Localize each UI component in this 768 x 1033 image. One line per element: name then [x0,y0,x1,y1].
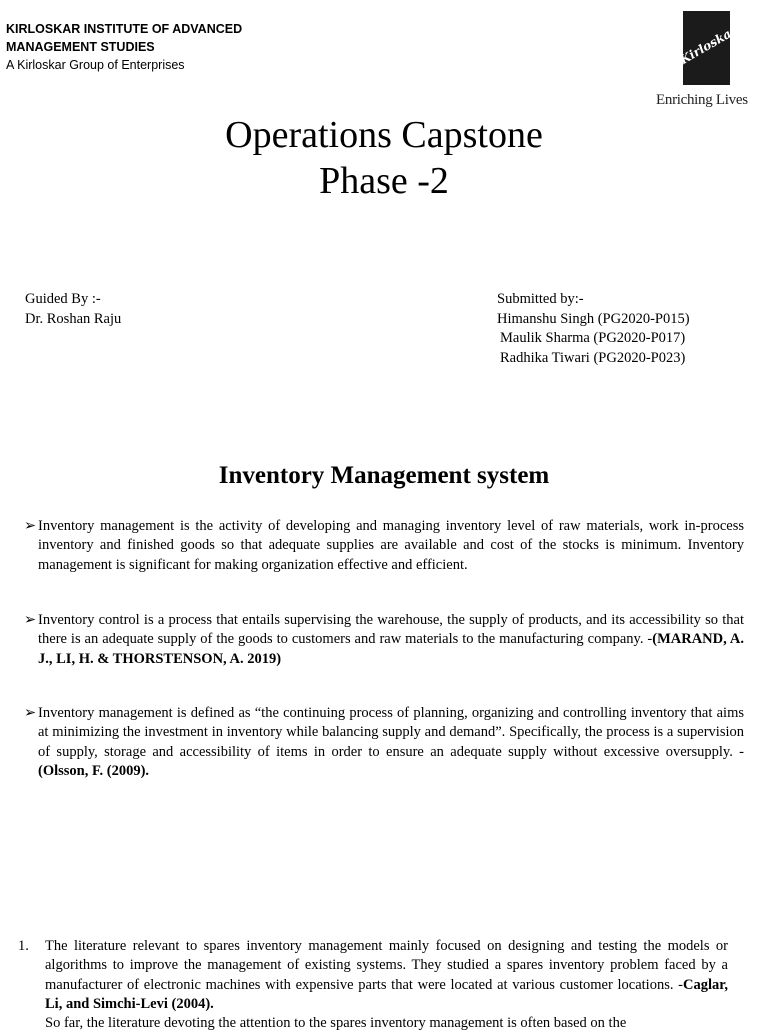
numbered-item-1 [18,937,728,1033]
item-number: 1. [18,938,29,954]
paragraph-text: Inventory control is a process that entails supervising the warehouse, the supply of products, and its accessibility so that there is an adequate supply of the goods to customers and raw materials to the manufacturing company. - [38,612,744,648]
bullet-paragraph-2 [24,611,744,669]
member-2: Maulik Sharma (PG2020-P017) [500,330,686,346]
numbered-citation: Caglar, Li, and Simchi-Levi (2004). [45,976,728,1012]
tagline: Enriching Lives [656,92,748,108]
citation: (Olsson, F. (2009). [38,762,150,779]
numbered-text: The literature relevant to spares inventory management mainly focused on designing and testing the models or algorithms to improve the management of existing systems. They studied a spares inventory problem faced by a manufacturer of electronic machines with expensive parts that were located at various customer locations. - [45,938,728,993]
institute-name-line2: MANAGEMENT STUDIES [6,40,155,54]
bullet-paragraph-3 [24,704,744,781]
paragraph-text: Inventory management is defined as “the continuing process of planning, organizing and controlling inventory that aims at minimizing the investment in inventory while balancing supply and demand”. Specifically, the process is a supervision of supply, storage and accessibility of items in order to ensure an adequate supply without excessive oversupply. - [38,705,744,760]
title-line2: Phase -2 [319,160,449,202]
section-heading: Inventory Management system [218,462,550,489]
guide-name: Dr. Roshan Raju [25,310,122,327]
guided-by-block [25,290,121,329]
member-1: Himanshu Singh (PG2020-P015) [497,310,690,327]
submitted-by-label: Submitted by:- [497,291,584,307]
kirloskar-logo [677,11,740,85]
logo-wordmark: Kirloskar [677,23,740,68]
bullet-paragraph-1 [24,517,744,575]
guided-by-label: Guided By :- [25,291,101,307]
arrow-bullet-icon: ➢ [24,705,37,721]
institute-header [6,20,242,74]
arrow-bullet-icon: ➢ [24,612,37,628]
institute-name-line1: KIRLOSKAR INSTITUTE OF ADVANCED [6,22,243,36]
document-title [0,112,768,204]
group-line: A Kirloskar Group of Enterprises [6,58,185,72]
submitted-by-block [497,290,690,368]
paragraph-text: Inventory management is the activity of developing and managing inventory level of raw materials, work in-process inventory and finished goods so that adequate supplies are available and cost of the stocks is minimum. Inventory management is significant for making organization effective and efficient. [38,518,744,573]
citation: (MARAND, A. J., LI, H. & THORSTENSON, A. 2019) [38,631,744,667]
member-3: Radhika Tiwari (PG2020-P023) [500,349,686,366]
arrow-bullet-icon: ➢ [24,518,37,534]
title-line1: Operations Capstone [225,114,543,156]
numbered-continuation: So far, the literature devoting the attention to the spares inventory management is often based on the [45,1015,627,1032]
